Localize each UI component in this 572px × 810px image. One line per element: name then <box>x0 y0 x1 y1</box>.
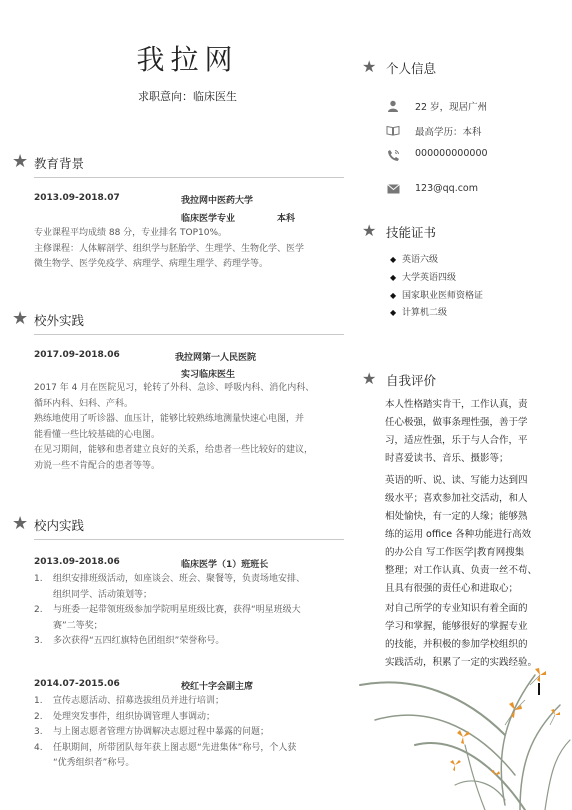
star-icon: ★ <box>12 308 29 329</box>
job-intent: 求职意向：临床医生 <box>138 90 237 103</box>
info-education: 最高学历：本科 <box>385 123 565 141</box>
list-item: 4. 任职期间，所带团队每年获上图志愿“先进集体”称号，个人获 “优秀组织者”称号。 <box>34 742 297 768</box>
section-header-skills <box>362 222 562 244</box>
internal-job1-period: 2013.09-2018.06 <box>34 557 120 567</box>
info-phone: 000000000000 <box>385 147 565 165</box>
star-icon: ★ <box>12 151 29 172</box>
info-age-location: 22 岁，现居广州 <box>385 98 565 116</box>
external-role: 实习临床医生 <box>181 370 236 380</box>
skill-item: ◆ 计算机二级 <box>390 308 448 318</box>
list-item: 2. 处理突发事件，组织协调管理人事调动； <box>34 711 216 722</box>
star-icon: ★ <box>12 513 29 534</box>
internal-job1-title: 临床医学（1）班班长 <box>181 560 269 570</box>
education-major: 临床医学专业 <box>181 214 236 224</box>
section-title: 校外实践 <box>34 313 85 328</box>
section-header-internal <box>12 515 344 537</box>
internal-job1-list <box>34 572 344 650</box>
text-line: 熟练地使用了听诊器、血压计，能够比较熟练地测量快速心电图，并 <box>34 414 305 424</box>
section-title: 自我评价 <box>386 373 437 388</box>
diamond-bullet-icon: ◆ <box>390 273 397 282</box>
education-degree: 本科 <box>277 214 296 224</box>
star-icon: ★ <box>362 369 377 388</box>
education-period: 2013.09-2018.07 <box>34 193 120 203</box>
star-icon: ★ <box>362 57 377 76</box>
section-header-personal <box>362 58 562 80</box>
education-details <box>34 226 304 273</box>
self-paragraph-2: 英语的听、说、读、写能力达到四 级水平；喜欢参加社交活动，和人 相处愉快，有一定的人缘；能够熟 练的运用 office 各种功能进行高效 的办公自 写工作医学|教育网搜集 整理；对工作认真、负责一丝不苟、 且具有很强的责任心和进取心； <box>385 475 538 594</box>
text-line: 微生物学、医学免疫学、病理学、病理生理学、药理学等。 <box>34 259 269 269</box>
section-header-education <box>12 153 344 175</box>
self-paragraph-3: 对自己所学的专业知识有着全面的 学习和掌握，能够很好的掌握专业 的技能，并积极的参加学校组织的 实践活动，积累了一定的实践经验。 <box>385 603 538 668</box>
external-org: 我拉网第一人民医院 <box>175 353 257 363</box>
internal-job2-title: 校红十字会副主席 <box>181 682 254 692</box>
self-paragraph-1: 本人性格踏实肯干，工作认真，责 任心极强，做事条理性强，善于学 习，适应性强，乐于与人合作，平 时喜爱读书、音乐、摄影等； <box>385 399 528 464</box>
divider <box>34 177 344 178</box>
text-cursor <box>538 683 540 695</box>
text-line: 在见习期间，能够和患者建立良好的关系，给患者一些比较好的建议， <box>34 445 314 455</box>
orchid-decoration <box>355 625 572 810</box>
applicant-name: 我拉网 <box>136 43 239 76</box>
external-period: 2017.09-2018.06 <box>34 350 120 360</box>
section-title: 校内实践 <box>34 518 85 533</box>
text-line: 能看懂一些比较基础的心电图。 <box>34 429 161 440</box>
phone-icon <box>385 149 401 165</box>
skill-item: ◆ 大学英语四级 <box>390 273 457 283</box>
list-item: 1. 宣传志愿活动、招募选拔组员并进行培训； <box>34 696 225 706</box>
list-item: 3. 与上图志愿者管理方协调解决志愿过程中暴露的问题； <box>34 727 270 737</box>
list-item: 1. 组织安排班级活动，如座谈会、班会、聚餐等，负责场地安排、 组织同学、活动策划等； <box>34 574 306 600</box>
section-header-self <box>362 370 562 392</box>
info-email: 123@qq.com <box>385 182 565 200</box>
section-title: 教育背景 <box>34 156 85 171</box>
book-icon <box>385 125 401 139</box>
section-title: 个人信息 <box>386 61 437 76</box>
divider <box>34 334 344 335</box>
internal-job2-period: 2014.07-2015.06 <box>34 679 120 689</box>
text-line: 2017 年 4 月在医院见习，轮转了外科、急诊、呼吸内科、消化内科、 <box>34 383 315 393</box>
mail-icon <box>385 184 401 197</box>
text-line: 专业课程平均成绩 88 分，专业排名 TOP10%。 <box>34 228 228 238</box>
education-school: 我拉网中医药大学 <box>181 196 254 206</box>
diamond-bullet-icon: ◆ <box>390 255 397 264</box>
section-header-external <box>12 310 344 332</box>
divider <box>34 539 344 540</box>
person-icon <box>385 100 401 115</box>
section-title: 技能证书 <box>386 225 437 240</box>
diamond-bullet-icon: ◆ <box>390 308 397 317</box>
text-line: 劝说一些不肯配合的患者等等。 <box>34 460 161 471</box>
list-item: 2. 与班委一起带领班级参加学院明星班级比赛，获得“明星班级大 赛”二等奖； <box>34 605 301 631</box>
skill-item: ◆ 国家职业医师资格证 <box>390 291 484 301</box>
skill-item: ◆ 英语六级 <box>390 255 439 265</box>
list-item: 3. 多次获得“五四红旗特色团组织”荣誉称号。 <box>34 636 225 646</box>
text-line: 主修课程：人体解剖学、组织学与胚胎学、生理学、生物化学、医学 <box>34 243 305 254</box>
diamond-bullet-icon: ◆ <box>390 291 397 300</box>
text-line: 循环内科、妇科、产科。 <box>34 398 134 409</box>
internal-job2-list <box>34 694 344 772</box>
star-icon: ★ <box>362 221 377 240</box>
external-details <box>34 381 314 474</box>
